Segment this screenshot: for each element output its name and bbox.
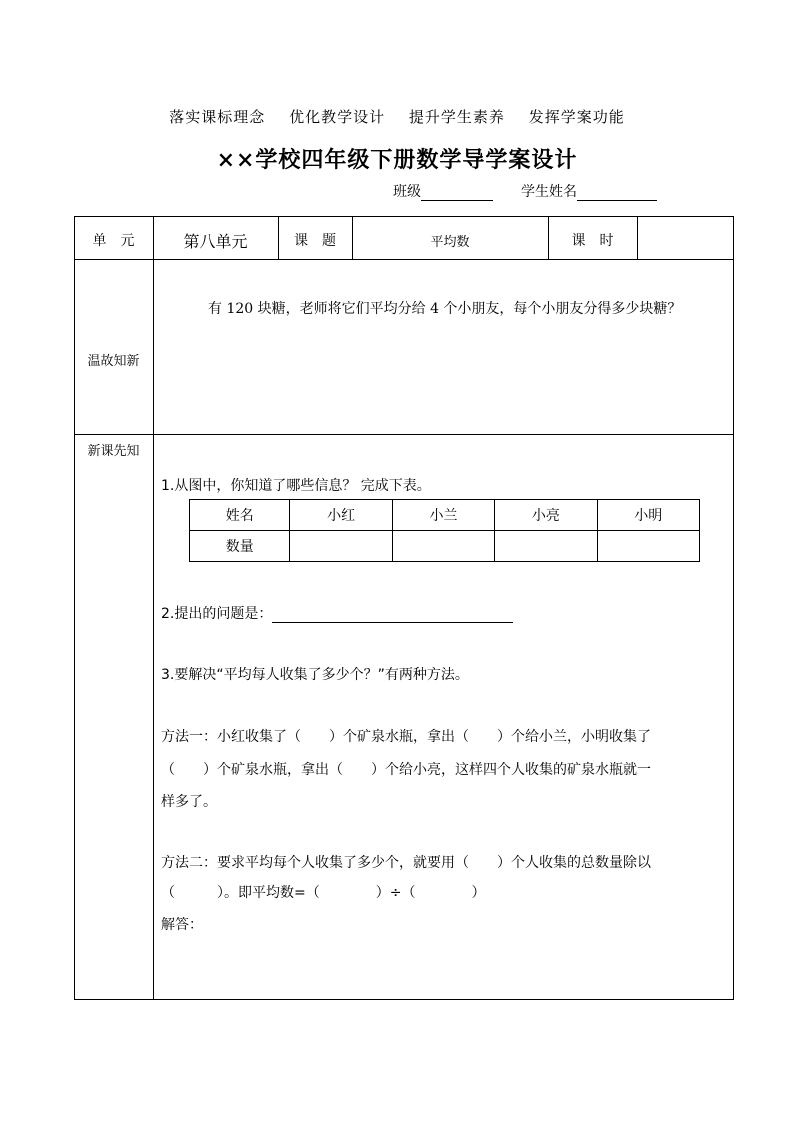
table-cell-blank[interactable] [597, 531, 699, 562]
motto-item: 发挥学案功能 [528, 108, 625, 126]
info-table [189, 499, 700, 562]
page-title: ××学校四年级下册数学导学案设计 [216, 147, 578, 173]
student-name-field[interactable] [521, 181, 657, 201]
table-row-label: 数量 [190, 531, 290, 562]
topic-value: 平均数 [430, 235, 470, 250]
question-2 [161, 603, 513, 623]
student-name-label: 学生姓名 [521, 184, 577, 200]
method-1-line-3: 样多了。 [161, 794, 217, 810]
table-cell-blank[interactable] [392, 531, 494, 562]
question-1: 1.从图中，你知道了哪些信息？ 完成下表。 [161, 478, 431, 494]
answer-label: 解答： [161, 917, 203, 933]
table-row [190, 500, 700, 531]
class-label: 班级 [393, 184, 421, 200]
review-label: 温故知新 [87, 354, 140, 369]
unit-value: 第八单元 [183, 232, 248, 251]
method-2-line-2: （ ）。即平均数=（ ）÷（ ） [161, 885, 486, 901]
review-question: 有 120 块糖，老师将它们平均分给 4 个小朋友，每个小朋友分得多少块糖？ [208, 301, 682, 317]
class-field[interactable] [393, 181, 493, 201]
class-blank[interactable] [421, 186, 493, 201]
period-label: 课 时 [571, 233, 614, 249]
unit-label: 单 元 [92, 233, 135, 249]
question-2-text: 2.提出的问题是： [161, 606, 273, 622]
table-header-name: 姓名 [190, 500, 290, 531]
motto-item: 提升学生素养 [408, 108, 505, 126]
question-3: 3.要解决“平均每人收集了多少个？”有两种方法。 [161, 667, 469, 683]
question-2-blank[interactable] [272, 606, 513, 623]
student-name-blank[interactable] [577, 186, 657, 201]
topic-label: 课 题 [294, 233, 336, 249]
table-header-xiaoliang: 小亮 [495, 500, 597, 531]
motto-item: 落实课标理念 [169, 108, 266, 126]
method-2-line-1: 方法二：要求平均每个人收集了多少个，就要用（ ）个人收集的总数量除以 [161, 855, 651, 871]
motto-line [0, 106, 794, 127]
method-1-line-2: （ ）个矿泉水瓶，拿出（ ）个给小亮，这样四个人收集的矿泉水瓶就一 [161, 762, 651, 778]
table-header-xiaoming: 小明 [597, 500, 699, 531]
table-cell-blank[interactable] [290, 531, 392, 562]
motto-item: 优化教学设计 [289, 108, 386, 126]
method-1-line-1: 方法一：小红收集了（ ）个矿泉水瓶，拿出（ ）个给小兰，小明收集了 [161, 729, 651, 745]
table-cell-blank[interactable] [495, 531, 597, 562]
preview-label: 新课先知 [87, 444, 140, 459]
table-header-xiaolan: 小兰 [392, 500, 494, 531]
table-header-xiaohong: 小红 [290, 500, 392, 531]
table-row [190, 531, 700, 562]
